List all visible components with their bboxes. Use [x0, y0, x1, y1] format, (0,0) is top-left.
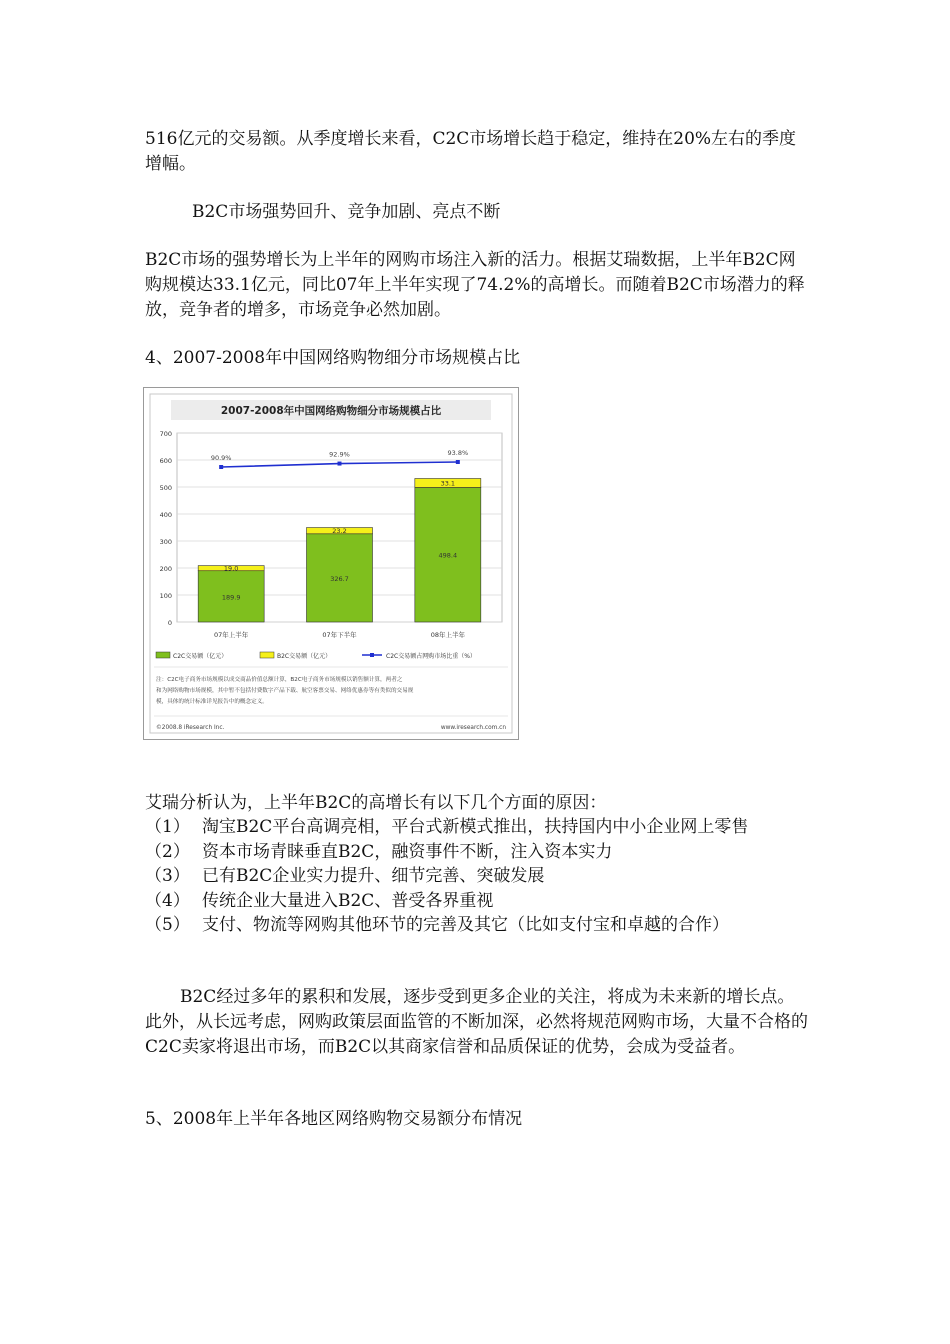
data-label-c2c: 326.7 [330, 574, 349, 583]
legend-swatch-b2c [260, 652, 274, 658]
list-item-number: （2） [145, 841, 190, 862]
y-tick-label: 400 [159, 511, 172, 519]
data-label-c2c: 189.9 [221, 593, 241, 602]
legend-label-c2c: C2C交易额（亿元） [173, 653, 228, 660]
list-item [145, 864, 810, 889]
legend-marker-c2c-share [370, 653, 374, 657]
list-item-text: 支付、物流等网购其他环节的完善及其它（比如支付宝和卓越的合作） [202, 915, 729, 935]
section-heading-5: 5、2008年上半年各地区网络购物交易额分布情况 [145, 1109, 523, 1129]
data-point-c2c-share [338, 462, 342, 466]
data-label-b2c: 19.0 [223, 564, 239, 573]
list-item-number: （1） [145, 817, 190, 837]
legend-label-c2c-share: C2C交易额占网购市场比重（%） [386, 653, 476, 660]
data-label-c2c-share: 92.9% [329, 450, 350, 459]
data-label-c2c-share: 93.8% [447, 449, 469, 457]
chart-note-line: 注：C2C电子商务市场规模以成交商品价值总额计算，B2C电子商务市场规模以销售额计算，两者之 [156, 677, 403, 683]
list-item [145, 889, 810, 914]
x-tick-label: 07年上半年 [214, 631, 249, 639]
chart-figure [143, 387, 519, 740]
paragraph-b2c-outlook: B2C经过多年的累积和发展，逐步受到更多企业的关注，将成为未来新的增长点。此外，从长远考虑，网购政策层面监管的不断加深，必然将规范网购市场，大量不合格的C2C卖家将退出市场，而B2C以其商家信誉和品质保证的优势，会成为受益者。 [145, 987, 808, 1057]
legend-label-b2c: B2C交易额（亿元） [277, 653, 332, 660]
list-item-text: 传统企业大量进入B2C、普受各界重视 [202, 890, 494, 911]
paragraph-b2c-growth: B2C市场的强势增长为上半年的网购市场注入新的活力。根据艾瑞数据，上半年B2C网购规模达33.1亿元，同比07年上半年实现了74.2%的高增长。而随着B2C市场潜力的释放，竞争者的增多，市场竞争必然加剧。 [145, 250, 805, 320]
y-tick-label: 0 [167, 619, 172, 627]
chart-note-line: 模，具体的统计标准详见报告中的概念定义。 [156, 699, 268, 705]
list-item-number: （3） [145, 866, 190, 886]
list-item-number: （5） [145, 915, 190, 935]
list-item [145, 815, 810, 840]
list-item-number: （4） [145, 890, 190, 911]
subheading-b2c: B2C市场强势回升、竞争加剧、亮点不断 [192, 202, 501, 222]
y-tick-label: 100 [159, 592, 172, 600]
data-label-c2c-share: 90.9% [210, 454, 232, 462]
x-tick-label: 08年上半年 [430, 631, 465, 639]
list-item-text: 资本市场青睐垂直B2C，融资事件不断，注入资本实力 [202, 841, 613, 862]
chart-source-left: ©2008.8 iResearch Inc. [156, 725, 225, 731]
list-item-text: 淘宝B2C平台高调亮相，平台式新模式推出，扶持国内中小企业网上零售 [202, 817, 749, 837]
chart-source-right: www.iresearch.com.cn [440, 725, 506, 731]
legend-swatch-c2c [156, 652, 170, 658]
data-point-c2c-share [219, 465, 223, 469]
y-tick-label: 600 [159, 457, 172, 465]
chart-note-line: 和为网络购物市场规模，其中暂不包括付费数字产品下载、航空客票交易、网络优惠券等有类似的交易规 [156, 688, 414, 694]
paragraph-reasons-intro: 艾瑞分析认为，上半年B2C的高增长有以下几个方面的原因： [145, 793, 607, 813]
data-label-c2c: 498.4 [438, 551, 458, 560]
paragraph-c2c-growth: 516亿元的交易额。从季度增长来看，C2C市场增长趋于稳定，维持在20%左右的季度增幅。 [145, 129, 797, 174]
y-tick-label: 500 [159, 484, 172, 492]
list-item [145, 913, 810, 938]
data-label-b2c: 23.2 [332, 527, 347, 536]
x-tick-label: 07年下半年 [322, 631, 357, 639]
y-tick-label: 700 [159, 430, 172, 438]
reasons-list [145, 815, 810, 938]
data-label-b2c: 33.1 [440, 479, 456, 488]
chart-svg [144, 388, 518, 739]
section-heading-4: 4、2007-2008年中国网络购物细分市场规模占比 [145, 348, 521, 368]
data-point-c2c-share [456, 460, 460, 464]
y-tick-label: 200 [159, 565, 172, 573]
y-tick-label: 300 [159, 538, 172, 546]
list-item [145, 840, 810, 865]
chart-title: 2007-2008年中国网络购物细分市场规模占比 [220, 405, 442, 417]
list-item-text: 已有B2C企业实力提升、细节完善、突破发展 [202, 866, 545, 886]
